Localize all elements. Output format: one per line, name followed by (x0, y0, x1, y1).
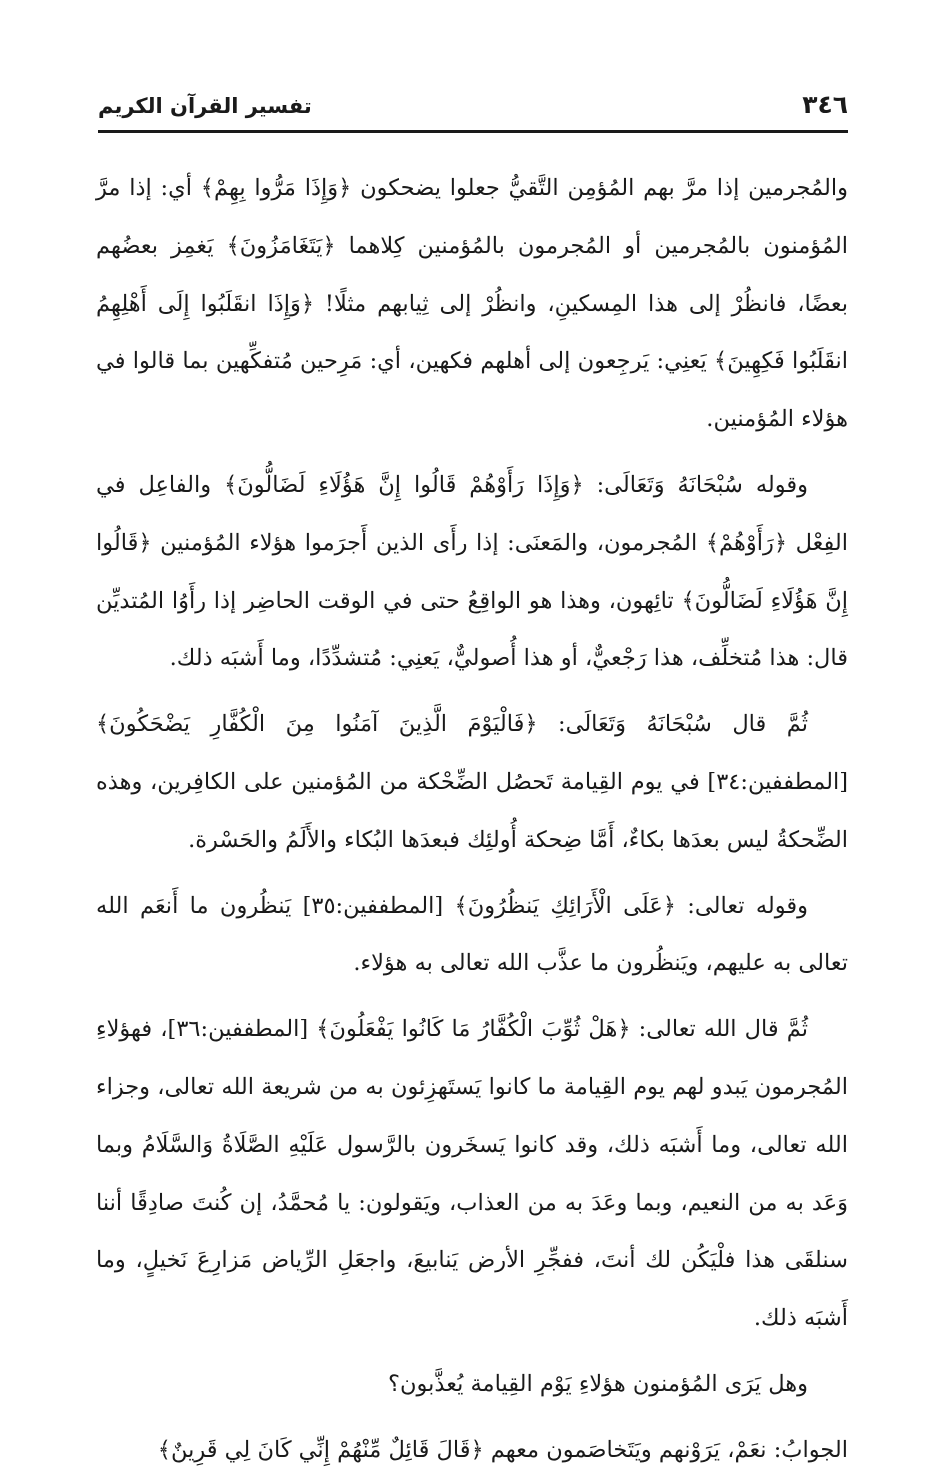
page-body (96, 160, 848, 1480)
paragraph-4: وقوله تعالى: ﴿عَلَى الْأَرَائِكِ يَنظُرُونَ﴾ [المطففين:٣٥] يَنظُرون ما أَنعَم الله تعالى به عليهم، ويَنظُرون ما عذَّب الله تعالى به هؤلاء. (96, 892, 848, 977)
page-header (98, 88, 848, 133)
paragraph-2: وقوله سُبْحَانَهُ وَتَعَالَى: ﴿وَإِذَا رَأَوْهُمْ قَالُوا إِنَّ هَؤُلَاءِ لَضَالُّونَ﴾ والفاعِل في الفِعْل ﴿رَأَوْهُمْ﴾ المُجرمون، والمَعنَى: إذا رأَى الذين أَجرَموا هؤلاء المُؤمنين ﴿قَالُوا إِنَّ هَؤُلَاءِ لَضَالُّونَ﴾ تائِهون، وهذا هو الواقِعُ حتى في الوقت الحاضِر إذا رأَوُا المُتديِّن قال: هذا مُتخلِّف، هذا رَجْعيٌّ، أو هذا أُصوليٌّ، يَعنِي: مُتشدِّدًا، وما أَشبَه ذلك. (96, 471, 848, 672)
running-title: تفسير القرآن الكريم (98, 94, 312, 118)
page-number: ٣٤٦ (802, 90, 848, 119)
question-paragraph: وهل يَرَى المُؤمنون هؤلاءِ يَوْم القِيامة يُعذَّبون؟ (388, 1370, 808, 1397)
paragraph-1: والمُجرمين إذا مرَّ بهم المُؤمِن التَّقيُّ جعلوا يضحكون ﴿وَإِذَا مَرُّوا بِهِمْ﴾ أي: إذا مرَّ المُؤمنون بالمُجرمين أو المُجرمون بالمُؤمنين كِلاهما ﴿يَتَغَامَزُونَ﴾ يَغمِز بعضُهم بعضًا، فانظُرْ إلى هذا المِسكينِ، وانظُرْ إلى ثِيابهم مثلًا! ﴿وَإِذَا انقَلَبُوا إِلَى أَهْلِهِمُ انقَلَبُوا فَكِهِينَ﴾ يَعنِي: يَرجِعون إلى أهلهم فكهين، أي: مَرِحين مُتفكِّهين بما قالوا في هؤلاء المُؤمنين. (96, 175, 848, 433)
answer-paragraph: الجوابُ: نعَمْ، يَرَوْنهم ويَتَخاصَمون معهم ﴿قَالَ قَائِلٌ مِّنْهُمْ إِنِّي كَانَ لِي قَرِينٌ﴾ (157, 1436, 848, 1463)
paragraph-3: ثُمَّ قال سُبْحَانَهُ وَتَعَالَى: ﴿فَالْيَوْمَ الَّذِينَ آمَنُوا مِنَ الْكُفَّارِ يَضْحَكُونَ﴾ [المطففين:٣٤] في يوم القِيامة تَحصُل الضِّحْكة من المُؤمنين على الكافِرين، وهذه الضِّحكةُ ليس بعدَها بكاءٌ، أَمَّا ضِحكة أُولئِك فبعدَها البُكاء والأَلَمُ والحَسْرة. (96, 711, 848, 853)
paragraph-5: ثُمَّ قال الله تعالى: ﴿هَلْ ثُوِّبَ الْكُفَّارُ مَا كَانُوا يَفْعَلُونَ﴾ [المطففين:٣٦]، فهؤلاءِ المُجرمون يَبدو لهم يوم القِيامة ما كانوا يَستَهزِئون به من شريعة الله تعالى، وجزاء الله تعالى، وما أَشبَه ذلك، وقد كانوا يَسخَرون بالرَّسول عَلَيْهِ الصَّلَاةُ وَالسَّلَامُ وبما وَعَد به من النعيم، وبما وعَدَ به من العذاب، ويَقولون: يا مُحمَّدُ، إن كُنتَ صادِقًا أننا سنلقَى هذا فلْيَكُن لك أنتَ، ففجِّرِ الأرض يَنابيعَ، واجعَلِ الرِّياض مَزارِعَ نَخيلٍ، وما أَشبَه ذلك. (96, 1016, 848, 1332)
